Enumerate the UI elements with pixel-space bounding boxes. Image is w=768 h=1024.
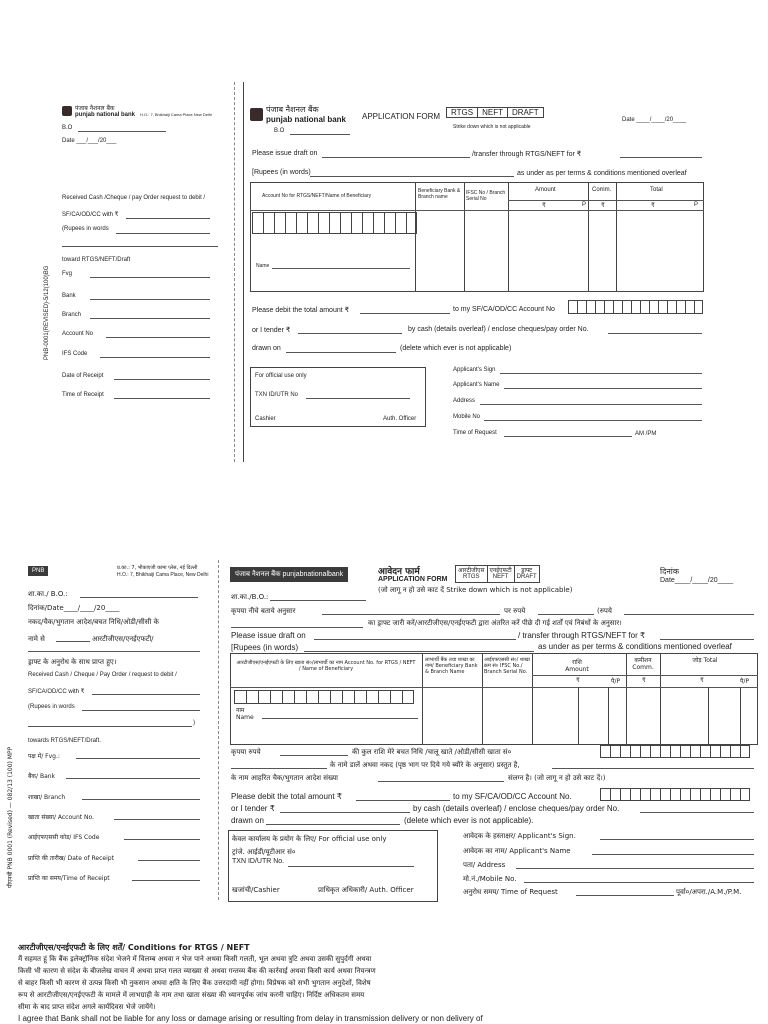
bank-name-hindi: पंजाब नैशनल बैंक [75,105,115,112]
account-cells[interactable] [234,690,414,704]
drawn-on-label: drawn on [231,816,264,825]
issue-draft-label: Please issue draft on [252,150,318,157]
date-receipt-label: प्राप्ति की तारीख/ Date of Receipt [28,855,114,862]
bo-label: B.O [274,128,285,134]
drawn-on-label: drawn on [252,345,281,352]
debit-label: Please debit the total amount ₹ [252,307,350,314]
date-label: दिनांक/Date____/____/20____ [28,604,120,612]
delete-note: (delete which ever is not applicable) [400,345,512,352]
branch-label: शाखा/ Branch [28,794,66,801]
closing-paren: ) [193,720,195,726]
tender-label: or I tender ₹ [231,804,275,813]
option-neft[interactable]: NEFT [478,108,508,117]
account-label: खाता संख्या/ Account No. [28,814,94,821]
account-cells[interactable] [252,212,417,234]
time-request-label: Time of Request [453,430,497,436]
rupees-words-label: [Rupees (in words) [252,169,311,176]
option-neft-label: NEFT [492,574,509,580]
ifs-label: आईएफएससी कोड/ IFS Code [28,834,100,841]
ampm-label: पूर्वा०/अपरा./A.M./P.M. [676,888,742,896]
option-draft[interactable] [515,565,540,583]
hindi-debit-line: के नामे डालें अथवा नकद (पृष्ठ भाग पर दिये गये ब्यौरे के अनुसार) प्रस्तुत है, [330,761,520,769]
txn-label: TXN ID/UTR No [255,392,299,398]
conditions-title: आरटीजीएस/एनईएफटी के लिए शर्तें/ Conditions for RTGS / NEFT [18,943,250,952]
cashier-label: खजांची/Cashier [232,886,280,894]
paise-symbol: P [582,202,587,208]
date-hindi-label: दिनांक [660,567,679,576]
col-total: Total [650,187,663,193]
mode-options [455,565,540,583]
sf-label: SF/CA/OD/CC with ₹ [62,212,119,218]
option-draft-label: DRAFT [516,574,537,580]
sf-label: SF/CA/OD/CC with ₹ [28,689,85,695]
strike-note: Strike down which is not applicable [453,124,531,130]
bo-label: शा.का./B.O.: [231,593,269,601]
as-under-label: as under as per terms & conditions mentioned overleaf [517,170,687,177]
pnb-logo: पंजाब नैशनल बैंक punjabnationalbank [230,567,348,582]
applicant-name-label: आवेदक का नाम/ Applicant's Name [463,847,571,855]
form-title-hindi: आवेदन फार्म [378,567,420,577]
debit-label: Please debit the total amount ₹ [231,792,342,801]
option-neft[interactable] [488,565,515,583]
rupees-label: (Rupees in words [28,704,75,710]
rupee-symbol: ₹ [601,203,605,209]
rupees-words-label: [Rupees (in words) [231,643,299,652]
paise-symbol: पै/P [611,678,621,685]
txn-hindi-label: ट्रांजे. आईडी/यूटीआर सं० [232,848,296,856]
hindi-instruction: का ड्राफ्ट जारी करें/आरटीजीएस/एनईएफटी द्वारा अंतरित करें पीछे दी गई शर्तों एवं निबंधों के अनुसार। [368,619,622,627]
col-comm: कमीशन Comm. [632,657,654,671]
hindi-instruction: कृपया नीचे बताये अनुसार [231,607,296,615]
rupee-symbol: ₹ [576,678,580,684]
col-ifsc: IFSC No / Branch Serial No [466,190,506,202]
hindi-account-cells[interactable] [600,745,750,758]
col-amount: Amount [535,187,556,193]
account-no-label: to my SF/CA/OD/CC Account No. [453,792,572,801]
pnb-logo-small: PNB [28,566,48,576]
strike-note: (जो लागू न हो उसे काट दें Strike down which is not applicable) [378,586,573,594]
received-text: Received Cash / Cheque / Pay Order / request to debit / [28,672,177,678]
head-office: H.O.: 7, Bhikhaiji Cama Place, New Delhi [117,572,209,578]
conditions-text: सीमा के बाद प्राप्त संदेश अगले कार्यदिवस भेजे जायेंगे। [18,1003,156,1011]
form-code: पीएनबी PNB 0001 (Revised) — 082/13 (100) MPP [7,746,14,888]
mode-options [446,107,544,118]
account-label: Account No [62,331,94,337]
hindi-instruction: (रुपये [597,607,612,615]
head-office: H.O.: 7, Bhikhaiji Cama Place New Delhi [140,112,213,117]
paise-symbol: P [694,202,699,208]
delete-note: (delete which ever is not applicable). [404,816,534,825]
official-use-label: केवल कार्यालय के प्रयोग के लिए/ For official use only [232,835,387,843]
bank-label: बैंक/ Bank [28,773,56,780]
conditions-text-english: I agree that Bank shall not be liable for any loss or damage arising or resulting from delay in transmission delivery or non delivery of [18,1014,483,1023]
col-comm: Comm. [592,187,612,193]
issue-draft-label: Please issue draft on [231,631,306,640]
col-account: आरटीजीएस/एनईएफटी के लिए खाता सं०/लाभार्थी का नाम Account No. for RTGS / NEFT / Name of Beneficiary [236,660,416,672]
pnb-logo-main [250,104,346,124]
conditions-text: से बाहर किसी भी कारण से उत्पन्न किसी भी नुकसान अथवा क्षति के लिए बैंक उत्तरदायी नहीं होगा। विप्रेषक को सभी भुगतान अनुदेशों, विशेष [18,979,371,987]
date-receipt-label: Date of Receipt [62,373,104,379]
option-neft-hindi: एनईएफटी [489,567,512,574]
pnb-logo-icon [62,106,72,116]
applicant-sign-label: आवेदक के हस्ताक्षर/ Applicant's Sign. [463,832,576,840]
rupees-label: (Rupees in words [62,226,109,232]
sf-account-cells[interactable] [568,300,703,314]
auth-officer-label: Auth. Officer [383,416,417,422]
received-text: Received Cash /Cheque / pay Order request to debit / [62,195,206,201]
option-rtgs[interactable]: RTGS [447,108,478,117]
hindi-debit-line: संलग्न है। (जो लागू न हो उसे काट दें।) [508,774,606,782]
time-request-label: अनुरोध समय/ Time of Request [463,888,558,896]
fvg-label: पक्ष में/ Fvg.: [28,753,60,760]
time-receipt-label: Time of Receipt [62,392,104,398]
hindi-debit-line: कृपया रुपये [231,748,261,756]
paise-symbol: पै/P [740,678,750,685]
official-use-label: For official use only [255,373,307,379]
col-bank: लाभार्थी बैंक तथा शाखा का नाम/ Beneficiary Bank & Branch Name [425,657,478,675]
mobile-label: मो.नं./Mobile No. [463,875,517,883]
option-rtgs-hindi: आरटीजीएस [458,567,485,574]
hindi-instruction: पर रुपये [504,607,526,615]
rupee-symbol: ₹ [642,678,646,684]
transfer-label: / transfer through RTGS/NEFT for ₹ [518,631,646,640]
form-code: PNB-0001(REVISED)-5/12(100)BG [44,265,50,360]
tender-label: or I tender ₹ [252,327,291,334]
bank-name: punjab national bank [266,115,347,124]
hindi-debit-line: की कुल राशि मेरे बचत निधि /चालू खाते /ओडी/सीसी खाता सं० [352,748,512,756]
txn-label: TXN ID/UTR No. [232,858,285,865]
sf-account-cells[interactable] [600,788,750,801]
account-no-label: to my SF/CA/OD/CC Account No [453,306,555,313]
bank-name: punjab national bank [75,112,136,118]
beneficiary-name-label: Name [256,263,270,269]
form-title: APPLICATION FORM [378,576,448,583]
mobile-label: Mobile No [453,414,481,420]
rupee-symbol: ₹ [542,203,546,209]
bank-label: Bank [62,293,76,299]
time-receipt-label: प्राप्ति का समय/Time of Receipt [28,875,110,882]
as-under-label: as under as per terms & conditions mentioned overleaf [538,642,732,651]
bank-name-hindi: पंजाब नैशनल बैंक [266,105,319,114]
ifs-label: IFS Code [62,351,88,357]
hindi-debit-line: के नाम आहरित चैक/भुगतान आदेश संख्या [231,774,338,782]
form-title: APPLICATION FORM [362,112,441,121]
option-draft-hindi: ड्राफ्ट [521,567,533,574]
bo-label: शा.का./ B.O.: [28,590,68,598]
rupee-symbol: ₹ [700,678,704,684]
branch-label: Branch [62,312,82,318]
date-field[interactable]: Date ____/____/20____ [622,117,687,123]
applicant-name-label: Applicant's Name [453,382,500,388]
conditions-text: मैं सहमत हूं कि बैंक इलेक्ट्रॉनिक संदेश भेजने में विलम्ब अथवा न भेज पाने अथवा किसी गलती, भूल अथवा त्रुटि अथवा उसकी सुपुर्दगी अथवा [18,955,372,963]
pnb-logo [62,104,135,118]
cashier-label: Cashier [255,416,276,422]
head-office-hindi: प्र.का.: 7, भीकाएजी कामा प्लेस, नई दिल्ली [117,565,198,571]
counterfoil-hindi-line: नामे से [28,635,45,643]
col-account: Account No for RTGS/NEFT/Name of Beneficiary [262,193,372,199]
by-cash-label: by cash (details overleaf) / enclose cheques/pay order No. [408,326,589,333]
conditions-text: किसी भी कारण से संदेश के बीजलेख वाचन में अथवा प्राप्त गलत व्याख्या से अथवा गन्तव्य बैंक की कार्रवाई अथवा किसी कार्य अथवा नियन्त्रण [18,967,376,975]
option-draft[interactable]: DRAFT [511,108,539,117]
towards-label: towards RTGS/NEFT/Draft. [28,738,101,744]
address-label: Address [453,398,476,404]
option-rtgs[interactable] [455,565,488,583]
col-ifsc: आईएफएससी सं०/ शाखा क्रम सं० IFSC No./ Branch Serial No. [484,657,530,675]
conditions-text: रूप से आरटीजीएस/एनईएफटी के मामले में लाभग्राही के नाम तथा खाता संख्या की ध्यानपूर्वक जांच करनी चाहिए। निर्दिष्ट अधिकतम समय [18,991,365,999]
auth-officer-label: प्राधिकृत अधिकारी/ Auth. Officer [318,886,414,894]
transfer-label: /transfer through RTGS/NEFT for ₹ [472,151,582,158]
col-amount: राशि Amount [565,659,589,673]
counterfoil-hindi-line: आरटीजीएस/एनईएफटी/ [92,635,154,643]
towards-label: toward RTGS/NEFT/Draft [62,257,131,263]
date-label: Date ___/___/20___ [62,138,117,144]
ampm-label: AM /PM [635,431,657,437]
fvg-label: Fvg [62,271,73,277]
address-label: पता/ Address [463,861,506,869]
col-bank: Beneficiary Bank & Branch name [418,188,461,200]
beneficiary-name-label: नाम Name [236,707,254,721]
date-field[interactable]: Date____/____/20____ [660,577,734,584]
bo-label: B.O [62,125,73,131]
option-rtgs-label: RTGS [462,574,480,580]
counterfoil-hindi-line: नकद/चैक/भुगतान आदेश/बचत निधि/ओडी/सीसी के [28,618,159,626]
rupee-symbol: ₹ [651,203,655,209]
pnb-logo-icon [250,108,263,121]
counterfoil-hindi-line: ड्राफ्ट के अनुरोध के साथ प्राप्त हुए। [28,658,117,666]
applicant-sign-label: Applicant's Sign [453,367,496,373]
col-total: जोड़ Total [692,657,718,664]
by-cash-label: by cash (details overleaf) / enclose cheques/pay order No. [413,804,620,813]
